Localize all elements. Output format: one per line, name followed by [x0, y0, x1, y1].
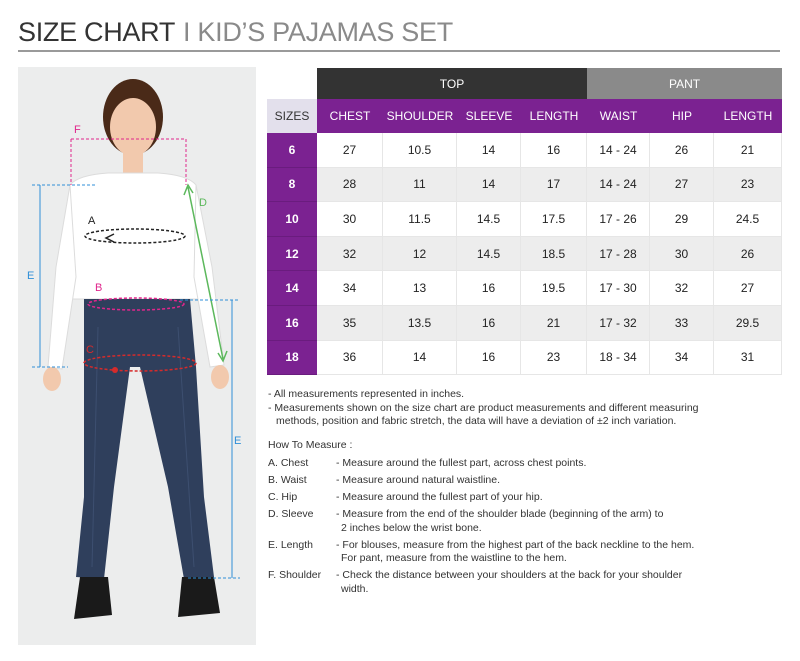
- table-cell: 11.5: [383, 202, 457, 237]
- table-cell: 26: [714, 237, 782, 272]
- group-header-pant: PANT: [587, 68, 782, 99]
- table-row: [267, 237, 782, 272]
- table-cell: 14: [457, 168, 521, 203]
- table-cell: 16: [521, 133, 587, 168]
- table-cell: 27: [714, 271, 782, 306]
- table-cell: 18 - 34: [587, 341, 650, 376]
- table-cell: 14 - 24: [587, 133, 650, 168]
- note-deviation-cont: methods, position and fabric stretch, the data will have a deviation of ±2 inch variation.: [276, 415, 677, 427]
- size-cell: 6: [267, 133, 317, 168]
- how-to-measure-list: [268, 457, 788, 600]
- table-cell: 10.5: [383, 133, 457, 168]
- column-header: HIP: [650, 99, 714, 133]
- column-header: SHOULDER: [383, 99, 457, 133]
- right-shoe-shape: [178, 577, 220, 617]
- table-row: [267, 202, 782, 237]
- table-cell: 34: [317, 271, 383, 306]
- title-sub: I KID’S PAJAMAS SET: [183, 17, 453, 47]
- measure-description-line: - Measure from the end of the shoulder blade (beginning of the arm) to: [336, 508, 664, 520]
- table-cell: 16: [457, 271, 521, 306]
- note-inches: - All measurements represented in inches.: [268, 388, 465, 400]
- list-item: [268, 569, 788, 596]
- table-cell: 13: [383, 271, 457, 306]
- table-row: [267, 168, 782, 203]
- size-cell: 10: [267, 202, 317, 237]
- table-row: [267, 341, 782, 376]
- size-chart-table: [267, 68, 782, 375]
- measure-description: - Measure around natural waistline.: [336, 474, 501, 486]
- measure-label: D. Sleeve: [268, 508, 314, 520]
- model-illustration: [18, 67, 256, 645]
- table-cell: 13.5: [383, 306, 457, 341]
- label-e-pant: E: [234, 435, 242, 447]
- table-cell: 28: [317, 168, 383, 203]
- table-cell: 14.5: [457, 202, 521, 237]
- table-cell: 26: [650, 133, 714, 168]
- measure-description-line: width.: [341, 582, 369, 595]
- shirt-shape: [66, 173, 203, 299]
- table-cell: 12: [383, 237, 457, 272]
- page-title: [18, 16, 453, 48]
- table-cell: 17 - 30: [587, 271, 650, 306]
- list-item: [268, 491, 788, 505]
- left-shoe-shape: [74, 577, 112, 619]
- table-cell: 24.5: [714, 202, 782, 237]
- table-cell: 35: [317, 306, 383, 341]
- right-hand-shape: [211, 365, 229, 389]
- table-cell: 32: [650, 271, 714, 306]
- list-item: [268, 508, 788, 535]
- measure-description: [336, 569, 788, 596]
- table-cell: 14.5: [457, 237, 521, 272]
- table-cell: 17 - 32: [587, 306, 650, 341]
- table-cell: 14 - 24: [587, 168, 650, 203]
- list-item: [268, 474, 788, 488]
- table-cell: 27: [317, 133, 383, 168]
- table-cell: 16: [457, 341, 521, 376]
- table-cell: 19.5: [521, 271, 587, 306]
- column-header: LENGTH: [521, 99, 587, 133]
- measure-description: [336, 539, 788, 566]
- table-cell: 36: [317, 341, 383, 376]
- column-header: SLEEVE: [457, 99, 521, 133]
- table-cell: 29: [650, 202, 714, 237]
- table-cell: 31: [714, 341, 782, 376]
- note-deviation: - Measurements shown on the size chart are product measurements and different measuring: [268, 401, 699, 414]
- table-cell: 11: [383, 168, 457, 203]
- size-cell: 12: [267, 237, 317, 272]
- label-b: B: [95, 282, 103, 294]
- table-row: [267, 306, 782, 341]
- column-header-row: [267, 99, 782, 133]
- label-c: C: [86, 344, 94, 356]
- size-cell: 16: [267, 306, 317, 341]
- table-cell: 14: [383, 341, 457, 376]
- measure-label: B. Waist: [268, 474, 307, 486]
- group-header-blank: [267, 68, 317, 99]
- measure-label: F. Shoulder: [268, 569, 322, 581]
- measurement-notes: [268, 388, 788, 429]
- size-cell: 8: [267, 168, 317, 203]
- table-cell: 21: [521, 306, 587, 341]
- title-main: SIZE CHART: [18, 17, 176, 47]
- face-shape: [110, 98, 156, 156]
- table-row: [267, 271, 782, 306]
- table-cell: 14: [457, 133, 521, 168]
- table-cell: 17 - 26: [587, 202, 650, 237]
- measure-description-line: For pant, measure from the waistline to the hem.: [341, 552, 567, 564]
- measure-description-line: - Check the distance between your shoulders at the back for your shoulder: [336, 569, 683, 581]
- table-cell: 30: [317, 202, 383, 237]
- table-cell: 29.5: [714, 306, 782, 341]
- size-cell: 14: [267, 271, 317, 306]
- size-cell: 18: [267, 341, 317, 376]
- table-cell: 16: [457, 306, 521, 341]
- label-f: F: [74, 124, 81, 136]
- model-measurement-diagram: [18, 67, 256, 645]
- table-cell: 17.5: [521, 202, 587, 237]
- column-header: SIZES: [267, 99, 317, 133]
- table-cell: 21: [714, 133, 782, 168]
- table-cell: 30: [650, 237, 714, 272]
- group-header-row: [267, 68, 782, 99]
- measure-label: E. Length: [268, 538, 313, 551]
- table-cell: 23: [521, 341, 587, 376]
- column-header: WAIST: [587, 99, 650, 133]
- column-header: LENGTH: [714, 99, 782, 133]
- table-cell: 33: [650, 306, 714, 341]
- measure-label: A. Chest: [268, 457, 309, 469]
- measure-description-line: - For blouses, measure from the highest part of the back neckline to the hem.: [336, 538, 695, 551]
- list-item: [268, 539, 788, 566]
- label-e-top: E: [27, 270, 35, 282]
- table-cell: 34: [650, 341, 714, 376]
- measure-description: - Measure around the fullest part, across chest points.: [336, 457, 587, 469]
- column-header: CHEST: [317, 99, 383, 133]
- measure-description-line: 2 inches below the wrist bone.: [341, 521, 482, 534]
- table-cell: 23: [714, 168, 782, 203]
- group-header-top: TOP: [317, 68, 587, 99]
- table-cell: 17: [521, 168, 587, 203]
- label-a: A: [88, 215, 96, 227]
- measure-description: - Measure around the fullest part of your hip.: [336, 491, 543, 503]
- pants-shape: [76, 299, 214, 579]
- label-d: D: [199, 197, 207, 209]
- hip-marker-dot: [112, 367, 118, 373]
- left-arm-shape: [48, 185, 76, 369]
- measure-description: [336, 508, 788, 535]
- table-cell: 27: [650, 168, 714, 203]
- table-cell: 32: [317, 237, 383, 272]
- title-divider: [18, 50, 780, 52]
- table-cell: 18.5: [521, 237, 587, 272]
- table-cell: 17 - 28: [587, 237, 650, 272]
- how-to-measure-heading: How To Measure :: [268, 439, 353, 451]
- measure-label: C. Hip: [268, 491, 298, 503]
- list-item: [268, 457, 788, 471]
- left-hand-shape: [43, 367, 61, 391]
- table-row: [267, 133, 782, 168]
